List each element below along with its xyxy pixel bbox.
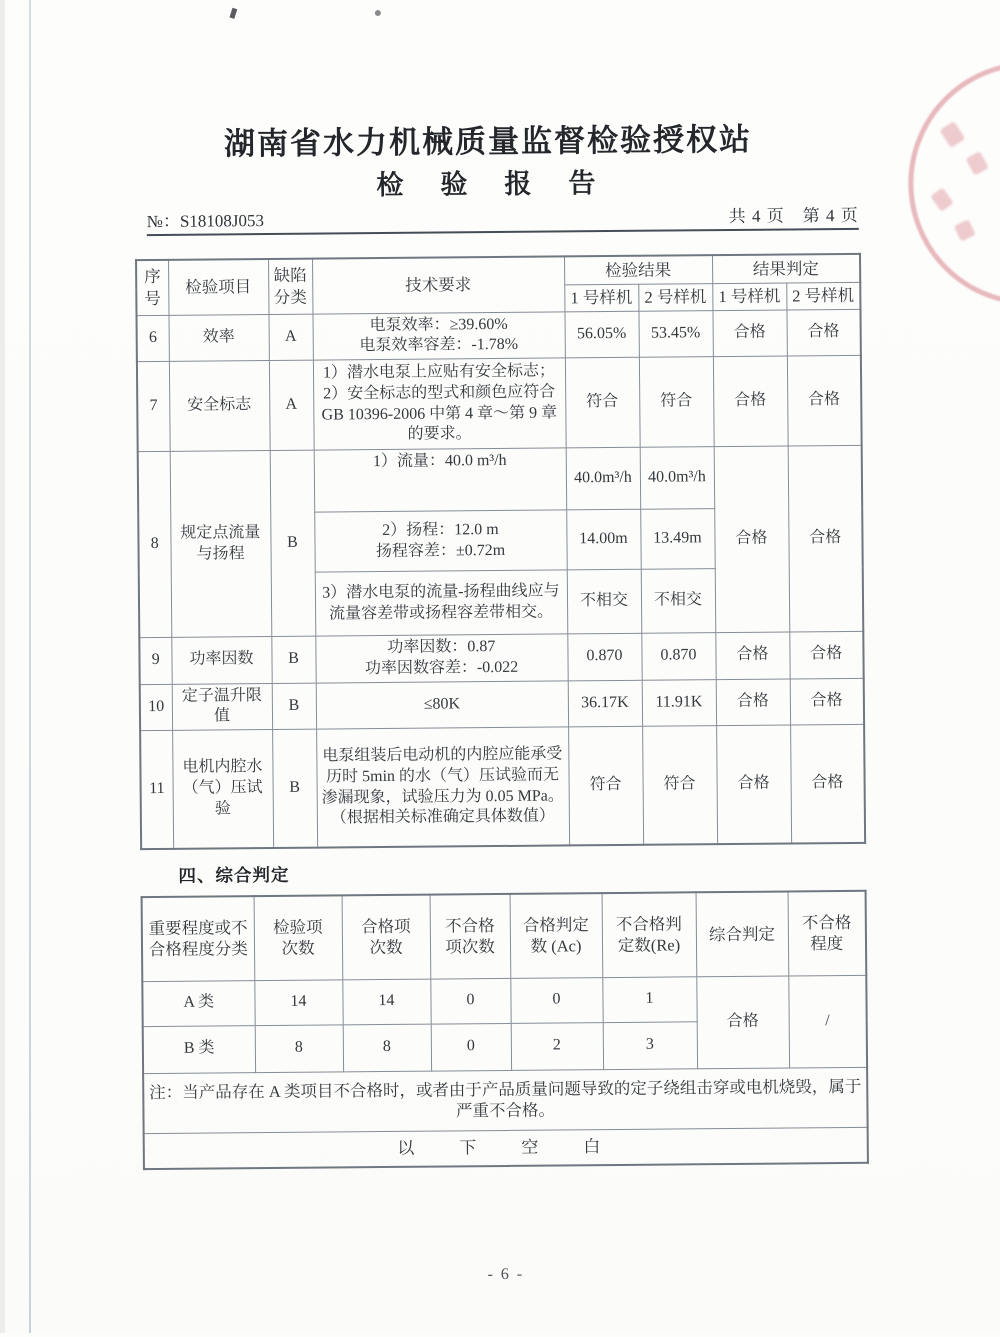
row9-no: 9 (139, 637, 171, 684)
row8-requirement-1: 1）流量：40.0 m³/h (314, 448, 567, 512)
classA-ac: 0 (510, 977, 602, 1023)
classB-label: B 类 (143, 1025, 255, 1073)
row7-defect: A (269, 360, 314, 450)
table-row (137, 309, 861, 362)
row6-result1: 56.05% (564, 311, 638, 358)
table-row (142, 975, 866, 1026)
col-header-sample1-judge: 1 号样机 (712, 282, 786, 310)
row11-no: 11 (140, 731, 173, 849)
row7-no: 7 (137, 361, 170, 451)
row10-judge1: 合格 (716, 679, 790, 726)
classA-re: 1 (602, 976, 696, 1022)
row7-item: 安全标志 (169, 361, 270, 452)
scan-speck (229, 8, 237, 19)
col-header-ac-number: 合格判定 数 (Ac) (510, 893, 603, 978)
row11-judge1: 合格 (716, 725, 791, 844)
row8-judge2: 合格 (788, 445, 864, 632)
row6-no: 6 (137, 315, 169, 362)
report-number: №：S18108J053 (146, 211, 265, 232)
col-header-item: 检验项目 (168, 259, 268, 315)
table-note: 注：当产品存在 A 类项目不合格时，或者由于产品质量问题导致的定子绕组击穿或电机烧毁，属于严重不合格。 (143, 1067, 867, 1133)
col-header-re-number: 不合格判 定数(Re) (602, 892, 697, 977)
row8-judge1: 合格 (714, 446, 790, 633)
classB-re: 3 (603, 1021, 697, 1069)
classA-fail: 0 (430, 978, 510, 1024)
blank-below-label: 以 下 空 白 (144, 1127, 868, 1169)
row8-no: 8 (138, 451, 172, 637)
organization-title: 湖南省水力机械质量监督检验授权站 (223, 121, 753, 162)
row11-item: 电机内腔水 （气）压试 验 (172, 730, 273, 849)
col-header-sample1-result: 1 号样机 (564, 284, 638, 312)
classB-fail: 0 (431, 1023, 511, 1071)
row11-requirement: 电泵组装后电动机的内腔应能承受历时 5min 的水（气）压试验而无渗漏现象，试验压力为 0.05 MPa。（根据相关标准确定具体数值） (316, 727, 569, 847)
row9-item: 功率因数 (171, 637, 271, 684)
table-row (140, 678, 864, 731)
scan-speck (375, 10, 381, 16)
row9-requirement: 功率因数：0.87 功率因数容差：-0.022 (315, 634, 567, 683)
overall-judgement-table (141, 890, 869, 1170)
table-row (137, 355, 862, 451)
table-row (139, 631, 863, 684)
row7-requirement: 1）潜水电泵上应贴有安全标志； 2）安全标志的型式和颜色应符合 GB 10396-2006 中第 4 章～第 9 章的要求。 (313, 358, 566, 450)
row8-requirement-3: 3）潜水电泵的流量-扬程曲线应与流量容差带或扬程容差带相交。 (315, 570, 568, 636)
row8-item: 规定点流量 与扬程 (170, 451, 272, 638)
overall-judgement-value: 合格 (696, 975, 789, 1068)
row7-result2: 符合 (639, 357, 714, 448)
table-header-row (142, 891, 867, 981)
page-number: - 6 - (487, 1265, 525, 1284)
classB-pass: 8 (343, 1024, 431, 1072)
row10-no: 10 (140, 684, 172, 731)
report-number-line (147, 201, 859, 236)
table-row (138, 445, 863, 513)
col-header-judgement-group: 结果判定 (712, 254, 860, 283)
row8-sub1-result2: 40.0m³/h (640, 447, 715, 510)
row8-sub1-result1: 40.0m³/h (566, 447, 641, 510)
row9-defect: B (271, 636, 315, 683)
pages-info: 共 4 页 第 4 页 (728, 205, 859, 226)
row6-judge2: 合格 (786, 309, 860, 356)
classB-inspected: 8 (255, 1024, 343, 1072)
col-header-class: 重要程度或不 合格程度分类 (142, 896, 255, 981)
classA-pass: 14 (342, 979, 430, 1025)
row9-judge2: 合格 (789, 631, 863, 678)
row10-requirement: ≤80K (316, 681, 568, 730)
row8-sub2-result2: 13.49m (640, 509, 715, 570)
row11-result1: 符合 (568, 727, 643, 846)
col-header-pass-count: 合格项 次数 (342, 895, 431, 980)
col-header-defect: 缺陷 分类 (268, 259, 312, 314)
report-title: 检 验 报 告 (376, 168, 601, 201)
row6-item: 效率 (168, 314, 268, 361)
row9-result2: 0.870 (641, 633, 715, 680)
row10-item: 定子温升限 值 (172, 683, 272, 730)
row10-judge2: 合格 (790, 678, 864, 725)
col-header-inspected-count: 检验项 次数 (254, 895, 343, 980)
col-header-sample2-judge: 2 号样机 (786, 282, 860, 310)
row11-result2: 符合 (642, 726, 717, 845)
col-header-sample2-result: 2 号样机 (638, 283, 712, 311)
table-row (140, 725, 865, 849)
classB-ac: 2 (511, 1022, 603, 1070)
row8-sub3-result2: 不相交 (641, 569, 716, 634)
row8-requirement-2: 2）扬程：12.0 m 扬程容差：±0.72m (314, 510, 567, 572)
col-header-overall: 综合判定 (696, 892, 789, 977)
row6-judge1: 合格 (712, 309, 786, 356)
col-header-fail-degree: 不合格 程度 (788, 891, 867, 976)
row6-result2: 53.45% (638, 310, 712, 357)
row9-result1: 0.870 (567, 633, 641, 680)
row11-defect: B (272, 729, 317, 847)
row6-requirement: 电泵效率：≥39.60% 电泵效率容差：-1.78% (312, 311, 564, 360)
col-header-results-group: 检验结果 (564, 255, 712, 284)
row10-result2: 11.91K (642, 679, 716, 726)
row9-judge1: 合格 (715, 632, 789, 679)
classA-inspected: 14 (254, 979, 342, 1025)
col-header-fail-count: 不合格 项次数 (430, 894, 511, 979)
fail-degree-value: / (788, 975, 867, 1068)
inspection-results-table (135, 253, 866, 850)
row7-result1: 符合 (565, 357, 640, 448)
row7-judge1: 合格 (713, 356, 788, 447)
col-header-requirement: 技术要求 (312, 256, 564, 313)
classA-label: A 类 (142, 980, 254, 1026)
row6-defect: A (268, 314, 312, 361)
blank-row (144, 1127, 868, 1169)
note-row (143, 1067, 867, 1133)
row8-sub2-result1: 14.00m (566, 509, 641, 570)
section-title-overall-judgement: 四、综合判定 (178, 864, 290, 886)
row8-sub3-result1: 不相交 (567, 569, 642, 634)
row11-judge2: 合格 (790, 725, 865, 844)
row10-result1: 36.17K (568, 680, 642, 727)
col-header-no: 序 号 (136, 260, 168, 315)
row8-defect: B (270, 450, 316, 636)
row10-defect: B (272, 683, 316, 730)
row7-judge2: 合格 (787, 355, 862, 446)
